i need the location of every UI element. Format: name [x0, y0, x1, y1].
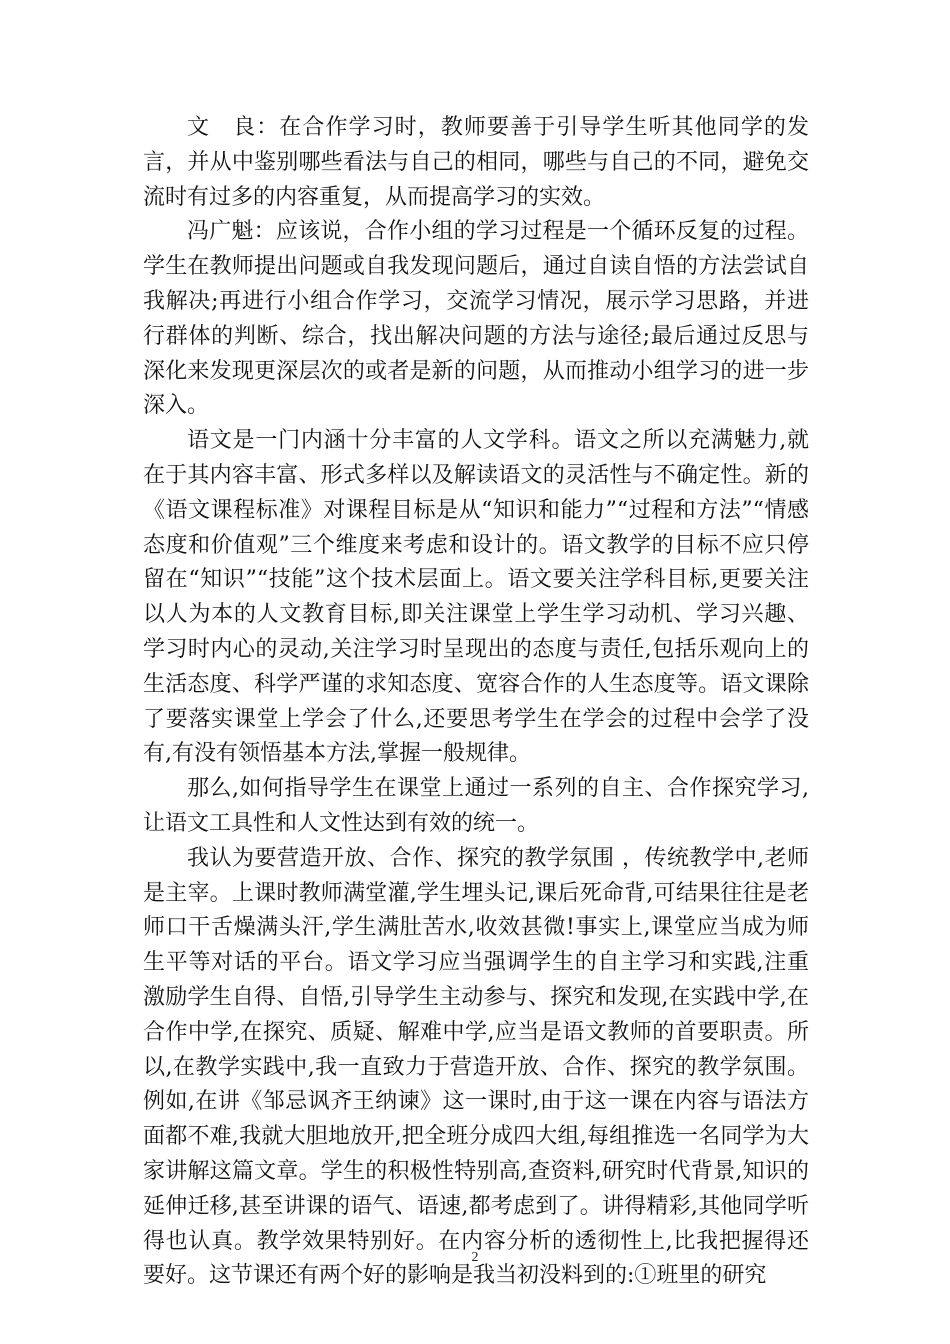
page-number: 2	[471, 1250, 479, 1265]
document-body	[143, 111, 809, 1294]
paragraph-guiding-question: 那么,如何指导学生在课堂上通过一系列的自主、合作探究学习,让语文工具性和人文性达到有效的统一。	[143, 776, 809, 836]
paragraph-open-classroom: 我认为要营造开放、合作、探究的教学氛围 ，传统教学中,老师是主宰。上课时教师满堂灌,学生埋头记,课后死命背,可结果往往是老师口干舌燥满头汗,学生满肚苦水,收效甚微!事实上,课堂应当成为师生平等对话的平台。语文学习应当强调学生的自主学习和实践,注重激励学生自得、自悟,引导学生主动参与、探究和发现,在实践中学,在合作中学,在探究、质疑、解难中学,应当是语文教师的首要职责。所以,在教学实践中,我一直致力于营造开放、合作、探究的教学氛围。例如,在讲《邹忌讽齐王纳谏》这一课时,由于这一课在内容与语法方面都不难,我就大胆地放开,把全班分成四大组,每组推选一名同学为大家讲解这篇文章。学生的积极性特别高,查资料,研究时代背景,知识的延伸迁移,甚至讲课的语气、语速,都考虑到了。讲得精彩,其他同学听得也认真。教学效果特别好。在内容分析的透彻性上,比我把握得还要好。这节课还有两个好的影响是我当初没料到的:①班里的研究	[143, 845, 809, 1289]
paragraph-feng-guangkui: 冯广魁：应该说，合作小组的学习过程是一个循环反复的过程。学生在教师提出问题或自我发现问题后，通过自读自悟的方法尝试自我解决;再进行小组合作学习，交流学习情况，展示学习思路，并进行群体的判断、综合，找出解决问题的方法与途径;最后通过反思与深化来发现更深层次的或者是新的问题，从而推动小组学习的进一步深入。	[143, 219, 809, 419]
paragraph-wen-liang: 文 良：在合作学习时，教师要善于引导学生听其他同学的发言，并从中鉴别哪些看法与自己的相同，哪些与自己的不同，避免交流时有过多的内容重复，从而提高学习的实效。	[143, 115, 809, 210]
paragraph-chinese-humanities: 语文是一门内涵十分丰富的人文学科。语文之所以充满魅力,就在于其内容丰富、形式多样以及解读语文的灵活性与不确定性。新的《语文课程标准》对课程目标是从“知识和能力”“过程和方法”“情感态度和价值观”三个维度来考虑和设计的。语文教学的目标不应只停留在“知识”“技能”这个技术层面上。语文要关注学科目标,更要关注以人为本的人文教育目标,即关注课堂上学生学习动机、学习兴趣、学习时内心的灵动,关注学习时呈现出的态度与责任,包括乐观向上的生活态度、科学严谨的求知态度、宽容合作的人生态度等。语文课除了要落实课堂上学会了什么,还要思考学生在学会的过程中会学了没有,有没有领悟基本方法,掌握一般规律。	[143, 428, 809, 767]
